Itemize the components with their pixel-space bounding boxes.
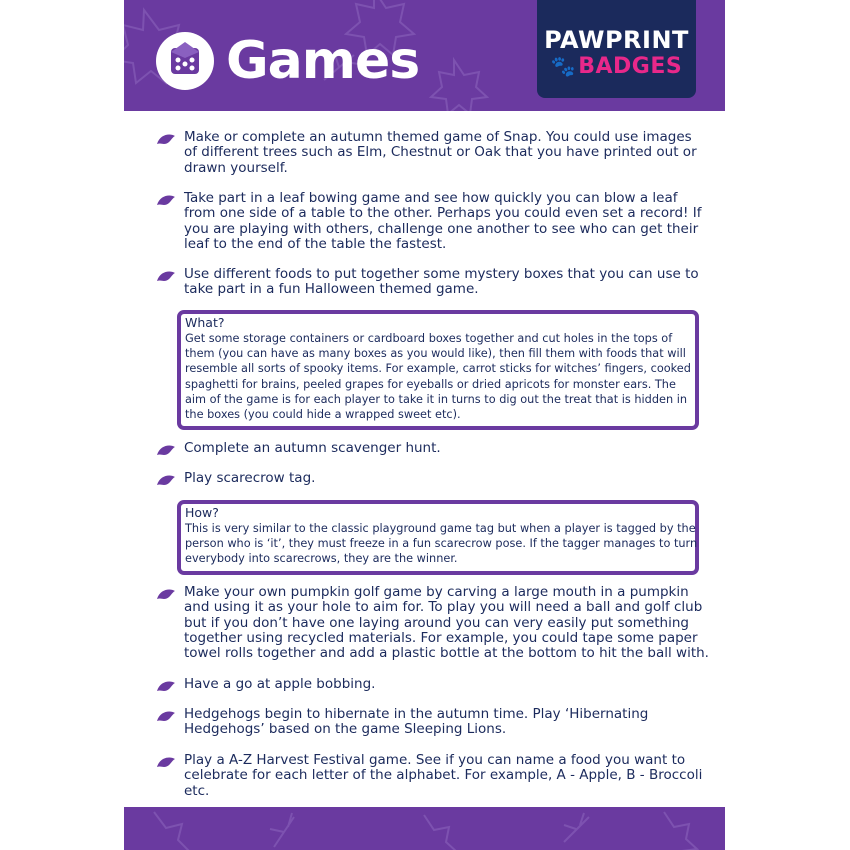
page: Games PAWPRINT 🐾BADGES Make or complete an autumn themed game of Snap. You could use images of different trees such as Elm, Chestnut or Oak that you have printed out or drawn yourself. Take part in a leaf bowing game and see how quickly you can blow a leaf from one side of a table to the other. Perhaps you could even set a record! If you are playing with others, challenge one another to see who can get their leaf to the end of the table the fastest. Use different foods to put together some mystery boxes that you can use to take part in a fun Halloween themed game. What? Get some storage containers or cardboard boxes together and cut holes in the tops of them (you can have as many boxes as you would like), then fill them with foods that will resemble all sorts of spooky items. For example, carrot sticks for witches’ fingers, cooked spaghetti for brains, peeled grapes for eyeballs or dried apricots for monster ears. The aim of the game is for each player to take it in turns to dig out the treat that is hidden in the boxes (you could hide a wrapped sweet etc). Complete an autumn scavenger hunt. Play scarecrow tag. How? This is very similar to the classic playground game tag but when a player is tagged by the person who is ‘it’, they must freeze in a fun scarecrow pose. If the tagger manages to turn everybody into scarecrows, they are the winner. Make your own pumpkin golf game by carving a large mouth in a pumpkin and using it as your hole to aim for. To play you will need a ball and golf club but if you don’t have one laying around you can very easily put something together using recycled materials. For example, you could tape some paper towel rolls together and add a plastic bottle at the bottom to hit the ball with. Have a go at apple bobbing. Hedgehogs begin to hibernate in the autumn time. Play ‘Hibernating Hedgehogs’ based on the game Sleeping Lions. Play a A-Z Harvest Festival game. See if you can name a food you want to celebrate for each letter of the alphabet. For example, A - Apple, B - Broccoli etc.	[124, 0, 725, 850]
info-box-text: Get some storage containers or cardboard boxes together and cut holes in the tops of them (you can have as many boxes as you would like), then fill them with foods that will resemble all sorts of spooky items. For example, carrot sticks for witches’ fingers, cooked spaghetti for brains, peeled grapes for eyeballs or dried apricots for monster ears. The aim of the game is for each player to take it in turns to dig out the treat that is hidden in the boxes (you could hide a wrapped sweet etc).	[185, 332, 691, 422]
info-box-what	[177, 310, 699, 430]
brand-name-line1: PAWPRINT	[544, 26, 689, 54]
leaf-bullet-icon	[156, 443, 176, 457]
paw-icon: 🐾	[550, 54, 577, 78]
leaf-bullet-icon	[156, 193, 176, 207]
header-banner	[124, 0, 725, 111]
dice-icon	[156, 32, 214, 90]
leaf-bullet-icon	[156, 269, 176, 283]
info-box-how	[177, 500, 699, 575]
info-box-heading: What?	[185, 315, 225, 330]
leaf-bullet-icon	[156, 679, 176, 693]
info-box-heading: How?	[185, 505, 219, 520]
leaf-bullet-icon	[156, 587, 176, 601]
leaf-bullet-icon	[156, 709, 176, 723]
leaf-bullet-icon	[156, 473, 176, 487]
brand-logo	[537, 0, 696, 98]
brand-name-line2: 🐾BADGES	[550, 54, 683, 79]
leaf-bullet-icon	[156, 755, 176, 769]
leaf-pattern-decoration	[124, 807, 725, 850]
info-box-text: This is very similar to the classic playground game tag but when a player is tagged by the person who is ‘it’, they must freeze in a fun scarecrow pose. If the tagger manages to turn everybody into scarecrows, they are the winner.	[185, 522, 698, 566]
footer-banner	[124, 807, 725, 850]
leaf-bullet-icon	[156, 132, 176, 146]
page-title: Games	[226, 31, 420, 91]
